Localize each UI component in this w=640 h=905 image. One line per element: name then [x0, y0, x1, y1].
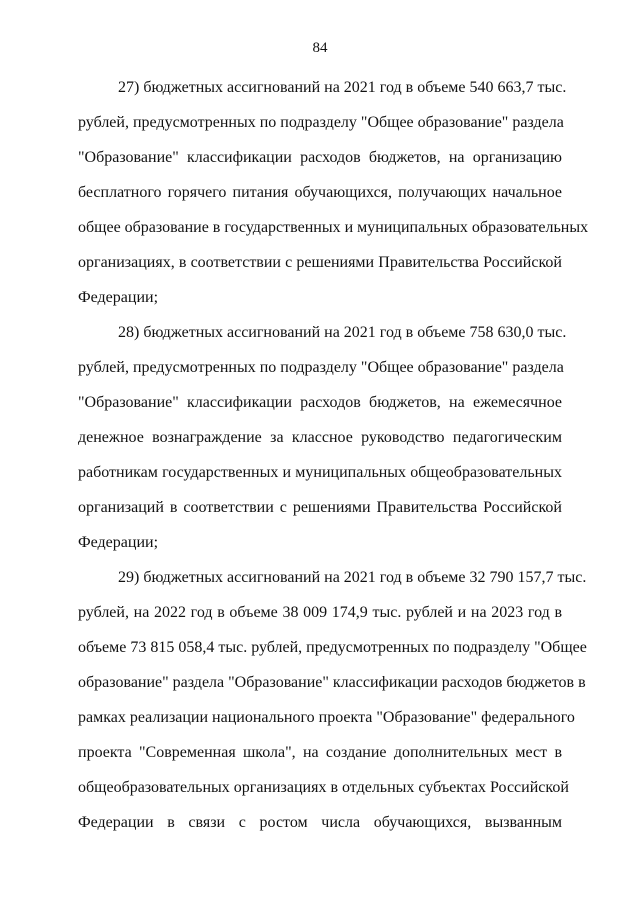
paragraph-29	[78, 560, 587, 840]
text-line: образование" раздела "Образование" классификации расходов бюджетов в	[78, 674, 586, 691]
text-line: 29) бюджетных ассигнований на 2021 год в объеме 32 790 157,7 тыс.	[118, 569, 587, 586]
text-line: денежное вознаграждение за классное руководство педагогическим	[78, 429, 562, 446]
text-line: "Образование" классификации расходов бюджетов, на ежемесячное	[78, 394, 562, 411]
text-line: проекта "Современная школа", на создание дополнительных мест в	[78, 744, 562, 761]
text-line: рублей, на 2022 год в объеме 38 009 174,9 тыс. рублей и на 2023 год в	[78, 604, 562, 621]
paragraph-27	[78, 70, 589, 315]
text-line: общеобразовательных организациях в отдельных субъектах Российской	[78, 779, 569, 796]
text-line: организациях, в соответствии с решениями Правительства Российской	[78, 254, 562, 271]
text-line: рамках реализации национального проекта "Образование" федерального	[78, 709, 575, 726]
text-line: объеме 73 815 058,4 тыс. рублей, предусмотренных по подразделу "Общее	[78, 639, 587, 656]
paragraph-28	[78, 315, 567, 560]
text-line: работникам государственных и муниципальных общеобразовательных	[78, 464, 562, 481]
text-line: рублей, предусмотренных по подразделу "Общее образование" раздела	[78, 114, 564, 131]
page-number: 84	[312, 40, 328, 56]
text-line: Федерации;	[78, 534, 159, 551]
text-line: 28) бюджетных ассигнований на 2021 год в объеме 758 630,0 тыс.	[118, 324, 567, 341]
text-line: Федерации в связи с ростом числа обучающихся, вызванным	[78, 814, 562, 831]
text-line: рублей, предусмотренных по подразделу "Общее образование" раздела	[78, 359, 564, 376]
text-line: 27) бюджетных ассигнований на 2021 год в объеме 540 663,7 тыс.	[118, 79, 567, 96]
text-line: бесплатного горячего питания обучающихся, получающих начальное	[78, 184, 562, 201]
document-body	[78, 70, 589, 840]
text-line: общее образование в государственных и муниципальных образовательных	[78, 219, 589, 236]
text-line: Федерации;	[78, 289, 159, 306]
text-line: организаций в соответствии с решениями Правительства Российской	[78, 499, 562, 516]
text-line: "Образование" классификации расходов бюджетов, на организацию	[78, 149, 562, 166]
